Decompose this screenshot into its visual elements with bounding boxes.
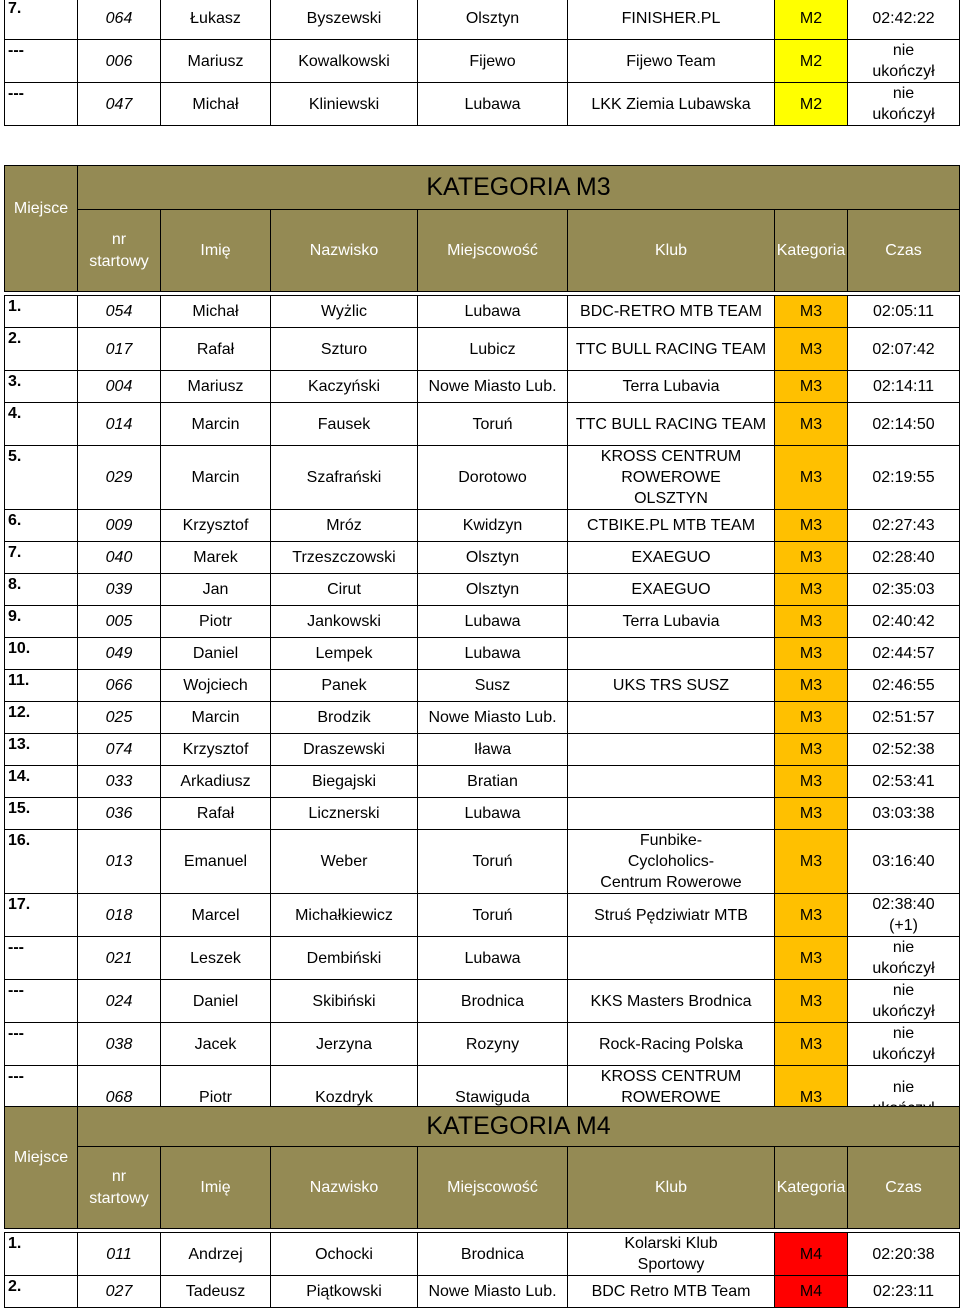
cell-czas: nie ukończył — [848, 937, 960, 980]
cell-klub: CTBIKE.PL MTB TEAM — [568, 510, 775, 542]
cell-miejscowosc: Susz — [418, 670, 568, 702]
cell-klub: Kolarski Klub Sportowy — [568, 1233, 775, 1276]
cell-nazwisko: Draszewski — [271, 734, 418, 766]
cell-place: 2. — [5, 1276, 78, 1308]
cell-czas: 02:40:42 — [848, 606, 960, 638]
cell-kategoria: M2 — [775, 83, 848, 126]
cell-klub — [568, 734, 775, 766]
cell-nazwisko: Jerzyna — [271, 1023, 418, 1066]
cell-place: --- — [5, 1023, 78, 1066]
cell-czas: 02:44:57 — [848, 638, 960, 670]
cell-nr: 027 — [78, 1276, 161, 1308]
cell-nr: 006 — [78, 40, 161, 83]
cell-imie: Marcel — [161, 894, 271, 937]
cell-kategoria: M3 — [775, 702, 848, 734]
cell-klub — [568, 638, 775, 670]
header-miejsce-m4: Miejsce — [5, 1107, 78, 1229]
cell-nazwisko: Fausek — [271, 403, 418, 446]
cell-kategoria: M4 — [775, 1233, 848, 1276]
cell-czas: nie ukończył — [848, 980, 960, 1023]
cell-imie: Marcin — [161, 446, 271, 510]
cell-nr: 039 — [78, 574, 161, 606]
cell-klub: FINISHER.PL — [568, 0, 775, 40]
table-row — [5, 40, 960, 83]
cell-czas: 02:07:42 — [848, 328, 960, 371]
cell-nr: 017 — [78, 328, 161, 371]
cell-place: 3. — [5, 371, 78, 403]
cell-imie: Daniel — [161, 980, 271, 1023]
cell-nazwisko: Skibiński — [271, 980, 418, 1023]
cell-kategoria: M3 — [775, 328, 848, 371]
cell-miejscowosc: Nowe Miasto Lub. — [418, 702, 568, 734]
cell-miejscowosc: Nowe Miasto Lub. — [418, 371, 568, 403]
cell-kategoria: M3 — [775, 371, 848, 403]
table-row — [5, 798, 960, 830]
cell-miejscowosc: Lubicz — [418, 328, 568, 371]
cell-nazwisko: Wyżlic — [271, 296, 418, 328]
cell-place: 7. — [5, 0, 78, 40]
cell-place: --- — [5, 83, 78, 126]
table-row — [5, 1233, 960, 1276]
cell-place: --- — [5, 1066, 78, 1130]
cell-nr: 005 — [78, 606, 161, 638]
cell-kategoria: M3 — [775, 510, 848, 542]
table-row — [5, 1276, 960, 1308]
cell-klub: KKS Masters Brodnica — [568, 980, 775, 1023]
cell-czas: 02:42:22 — [848, 0, 960, 40]
cell-kategoria: M3 — [775, 766, 848, 798]
cell-czas: 02:46:55 — [848, 670, 960, 702]
header-nazwisko-m4: Nazwisko — [271, 1147, 418, 1229]
table-row — [5, 894, 960, 937]
header-klub-m4: Klub — [568, 1147, 775, 1229]
cell-czas: nie ukończył — [848, 83, 960, 126]
table-row — [5, 702, 960, 734]
header-nr-label: nr startowy — [89, 230, 149, 270]
cell-place: 11. — [5, 670, 78, 702]
cell-nr: 049 — [78, 638, 161, 670]
cell-imie: Rafał — [161, 328, 271, 371]
table-row — [5, 296, 960, 328]
cell-miejscowosc: Lubawa — [418, 296, 568, 328]
cell-czas: 02:14:11 — [848, 371, 960, 403]
cell-nr: 054 — [78, 296, 161, 328]
cell-klub — [568, 702, 775, 734]
cell-nazwisko: Michałkiewicz — [271, 894, 418, 937]
cell-imie: Marek — [161, 542, 271, 574]
cell-miejscowosc: Iława — [418, 734, 568, 766]
cell-place: 9. — [5, 606, 78, 638]
cell-kategoria: M2 — [775, 40, 848, 83]
cell-imie: Marcin — [161, 403, 271, 446]
cell-imie: Arkadiusz — [161, 766, 271, 798]
cell-nazwisko: Dembiński — [271, 937, 418, 980]
cell-imie: Łukasz — [161, 0, 271, 40]
cell-kategoria: M3 — [775, 798, 848, 830]
cell-nr: 047 — [78, 83, 161, 126]
cell-klub: BDC Retro MTB Team — [568, 1276, 775, 1308]
table-row — [5, 371, 960, 403]
cell-place: 17. — [5, 894, 78, 937]
table-row — [5, 830, 960, 894]
cell-klub — [568, 766, 775, 798]
cell-miejscowosc: Rozyny — [418, 1023, 568, 1066]
header-miejscowosc-m4: Miejscowość — [418, 1147, 568, 1229]
cell-nazwisko: Ochocki — [271, 1233, 418, 1276]
cell-miejscowosc: Olsztyn — [418, 0, 568, 40]
cell-nazwisko: Piątkowski — [271, 1276, 418, 1308]
cell-miejscowosc: Olsztyn — [418, 542, 568, 574]
cell-nr: 036 — [78, 798, 161, 830]
cell-miejscowosc: Lubawa — [418, 606, 568, 638]
cell-miejscowosc: Toruń — [418, 894, 568, 937]
cell-nr: 033 — [78, 766, 161, 798]
cell-nr: 024 — [78, 980, 161, 1023]
table-row — [5, 83, 960, 126]
table-row — [5, 766, 960, 798]
cell-miejscowosc: Nowe Miasto Lub. — [418, 1276, 568, 1308]
cell-kategoria: M3 — [775, 937, 848, 980]
cell-kategoria: M3 — [775, 606, 848, 638]
cell-nr: 014 — [78, 403, 161, 446]
cell-klub: Funbike-Cycloholics-Centrum Rowerowe — [568, 830, 775, 894]
cell-kategoria: M2 — [775, 0, 848, 40]
cell-nazwisko: Trzeszczowski — [271, 542, 418, 574]
cell-czas: 03:03:38 — [848, 798, 960, 830]
cell-miejscowosc: Dorotowo — [418, 446, 568, 510]
cell-imie: Leszek — [161, 937, 271, 980]
results-table-m3 — [4, 165, 960, 1130]
cell-miejscowosc: Lubawa — [418, 83, 568, 126]
cell-kategoria: M3 — [775, 542, 848, 574]
cell-imie: Michał — [161, 296, 271, 328]
cell-place: 2. — [5, 328, 78, 371]
cell-czas: nie — [848, 1066, 960, 1130]
cell-miejscowosc: Toruń — [418, 830, 568, 894]
cell-nazwisko: Cirut — [271, 574, 418, 606]
cell-nazwisko: Szturo — [271, 328, 418, 371]
cell-imie: Mariusz — [161, 40, 271, 83]
cell-nr: 009 — [78, 510, 161, 542]
table-row — [5, 638, 960, 670]
cell-kategoria: M3 — [775, 446, 848, 510]
cell-nazwisko: Licznerski — [271, 798, 418, 830]
header-klub: Klub — [568, 210, 775, 292]
cell-imie: Michał — [161, 83, 271, 126]
table-row — [5, 446, 960, 510]
cell-nr: 025 — [78, 702, 161, 734]
cell-klub: LKK Ziemia Lubawska — [568, 83, 775, 126]
cell-nazwisko: Kowalkowski — [271, 40, 418, 83]
cell-czas: 02:51:57 — [848, 702, 960, 734]
cell-nr: 021 — [78, 937, 161, 980]
cell-miejscowosc: Fijewo — [418, 40, 568, 83]
cell-place: 1. — [5, 296, 78, 328]
table-row — [5, 403, 960, 446]
cell-miejscowosc: Toruń — [418, 403, 568, 446]
table-row — [5, 0, 960, 40]
cell-kategoria: M3 — [775, 980, 848, 1023]
cell-place: --- — [5, 40, 78, 83]
cell-place: 14. — [5, 766, 78, 798]
cell-kategoria: M3 — [775, 574, 848, 606]
cell-klub: KROSS CENTRUM ROWEROWE — [568, 1066, 775, 1130]
cell-nr: 004 — [78, 371, 161, 403]
cell-czas: 02:20:38 — [848, 1233, 960, 1276]
cell-klub: EXAEGUO — [568, 574, 775, 606]
header-miejscowosc: Miejscowość — [418, 210, 568, 292]
header-nr — [78, 210, 161, 292]
header-nr-label-m4: nr startowy — [89, 1167, 149, 1207]
cell-imie: Andrzej — [161, 1233, 271, 1276]
cell-nazwisko: Biegajski — [271, 766, 418, 798]
cell-klub — [568, 937, 775, 980]
cell-czas: nie ukończył — [848, 1023, 960, 1066]
cell-kategoria: M3 — [775, 894, 848, 937]
cell-imie: Tadeusz — [161, 1276, 271, 1308]
cell-czas: 02:19:55 — [848, 446, 960, 510]
cell-klub: Terra Lubavia — [568, 606, 775, 638]
results-table-m4 — [4, 1106, 960, 1308]
cell-czas: 02:14:50 — [848, 403, 960, 446]
header-czas: Czas — [848, 210, 960, 292]
cell-nr: 068 — [78, 1066, 161, 1130]
cell-nazwisko: Lempek — [271, 638, 418, 670]
cell-kategoria: M3 — [775, 403, 848, 446]
cell-miejscowosc: Lubawa — [418, 638, 568, 670]
table-row — [5, 980, 960, 1023]
table-row — [5, 510, 960, 542]
cell-nazwisko: Szafrański — [271, 446, 418, 510]
cell-nr: 011 — [78, 1233, 161, 1276]
cell-place: 16. — [5, 830, 78, 894]
table-row — [5, 734, 960, 766]
cell-nazwisko: Kozdryk — [271, 1066, 418, 1130]
cell-kategoria: M3 — [775, 1023, 848, 1066]
cell-place: 10. — [5, 638, 78, 670]
cell-klub: EXAEGUO — [568, 542, 775, 574]
cell-miejscowosc: Stawiguda — [418, 1066, 568, 1130]
cell-place: 7. — [5, 542, 78, 574]
cell-klub: BDC-RETRO MTB TEAM — [568, 296, 775, 328]
cell-kategoria: M3 — [775, 830, 848, 894]
cell-place: 4. — [5, 403, 78, 446]
header-czas-m4: Czas — [848, 1147, 960, 1229]
cell-place: --- — [5, 937, 78, 980]
cell-nr: 040 — [78, 542, 161, 574]
cell-imie: Jacek — [161, 1023, 271, 1066]
header-nr-m4 — [78, 1147, 161, 1229]
cell-miejscowosc: Lubawa — [418, 937, 568, 980]
cell-klub: KROSS CENTRUM ROWEROWE OLSZTYN — [568, 446, 775, 510]
cell-nazwisko: Panek — [271, 670, 418, 702]
cell-nazwisko: Weber — [271, 830, 418, 894]
cell-nr: 029 — [78, 446, 161, 510]
cell-imie: Jan — [161, 574, 271, 606]
cell-place: 1. — [5, 1233, 78, 1276]
cell-klub: Terra Lubavia — [568, 371, 775, 403]
cell-klub — [568, 798, 775, 830]
header-miejsce: Miejsce — [5, 166, 78, 292]
cell-nr: 074 — [78, 734, 161, 766]
cell-nr: 018 — [78, 894, 161, 937]
cell-imie: Piotr — [161, 606, 271, 638]
cell-czas: 02:28:40 — [848, 542, 960, 574]
cell-imie: Wojciech — [161, 670, 271, 702]
header-kategoria: Kategoria — [775, 210, 848, 292]
cell-nazwisko: Byszewski — [271, 0, 418, 40]
cell-czas: 02:53:41 — [848, 766, 960, 798]
cell-kategoria: M3 — [775, 734, 848, 766]
table-row — [5, 1023, 960, 1066]
cell-kategoria: M4 — [775, 1276, 848, 1308]
cell-imie: Krzysztof — [161, 734, 271, 766]
cell-place: 8. — [5, 574, 78, 606]
header-nazwisko: Nazwisko — [271, 210, 418, 292]
header-imie-m4: Imię — [161, 1147, 271, 1229]
cell-nazwisko: Kliniewski — [271, 83, 418, 126]
category-title-m4: KATEGORIA M4 — [78, 1107, 960, 1147]
cell-kategoria: M3 — [775, 296, 848, 328]
cell-place: 6. — [5, 510, 78, 542]
cell-czas: 02:05:11 — [848, 296, 960, 328]
table-row — [5, 606, 960, 638]
cell-nr: 064 — [78, 0, 161, 40]
cell-imie: Mariusz — [161, 371, 271, 403]
cell-imie: Daniel — [161, 638, 271, 670]
category-title-m3: KATEGORIA M3 — [78, 166, 960, 210]
cell-miejscowosc: Bratian — [418, 766, 568, 798]
cell-klub: Fijewo Team — [568, 40, 775, 83]
cell-nr: 066 — [78, 670, 161, 702]
cell-nr: 013 — [78, 830, 161, 894]
table-row — [5, 937, 960, 980]
cell-miejscowosc: Lubawa — [418, 798, 568, 830]
cell-nazwisko: Jankowski — [271, 606, 418, 638]
cell-imie: Marcin — [161, 702, 271, 734]
cell-klub: UKS TRS SUSZ — [568, 670, 775, 702]
table-row — [5, 670, 960, 702]
cell-place: 13. — [5, 734, 78, 766]
cell-imie: Krzysztof — [161, 510, 271, 542]
cell-nazwisko: Mróz — [271, 510, 418, 542]
results-table-m2 — [4, 0, 960, 126]
cell-imie: Emanuel — [161, 830, 271, 894]
cell-nazwisko: Kaczyński — [271, 371, 418, 403]
cell-klub: Rock-Racing Polska — [568, 1023, 775, 1066]
cell-klub: Struś Pędziwiatr MTB — [568, 894, 775, 937]
cell-klub: TTC BULL RACING TEAM — [568, 403, 775, 446]
cell-kategoria: M3 — [775, 1066, 848, 1130]
cell-place: 5. — [5, 446, 78, 510]
cell-klub: TTC BULL RACING TEAM — [568, 328, 775, 371]
table-row — [5, 574, 960, 606]
cell-nr: 038 — [78, 1023, 161, 1066]
cell-czas: 02:38:40 (+1) — [848, 894, 960, 937]
cell-czas: 02:35:03 — [848, 574, 960, 606]
cell-place: --- — [5, 980, 78, 1023]
cell-czas: 02:27:43 — [848, 510, 960, 542]
cell-place: 15. — [5, 798, 78, 830]
cell-place: 12. — [5, 702, 78, 734]
cell-czas: 02:52:38 — [848, 734, 960, 766]
table-row — [5, 328, 960, 371]
cell-czas: 03:16:40 — [848, 830, 960, 894]
cell-miejscowosc: Kwidzyn — [418, 510, 568, 542]
table-row — [5, 542, 960, 574]
cell-imie: Rafał — [161, 798, 271, 830]
header-imie: Imię — [161, 210, 271, 292]
header-kategoria-m4: Kategoria — [775, 1147, 848, 1229]
cell-imie: Piotr — [161, 1066, 271, 1130]
cell-czas: nie ukończył — [848, 40, 960, 83]
cell-kategoria: M3 — [775, 670, 848, 702]
cell-miejscowosc: Brodnica — [418, 980, 568, 1023]
cell-miejscowosc: Olsztyn — [418, 574, 568, 606]
cell-nazwisko: Brodzik — [271, 702, 418, 734]
cell-kategoria: M3 — [775, 638, 848, 670]
cell-czas: 02:23:11 — [848, 1276, 960, 1308]
cell-miejscowosc: Brodnica — [418, 1233, 568, 1276]
